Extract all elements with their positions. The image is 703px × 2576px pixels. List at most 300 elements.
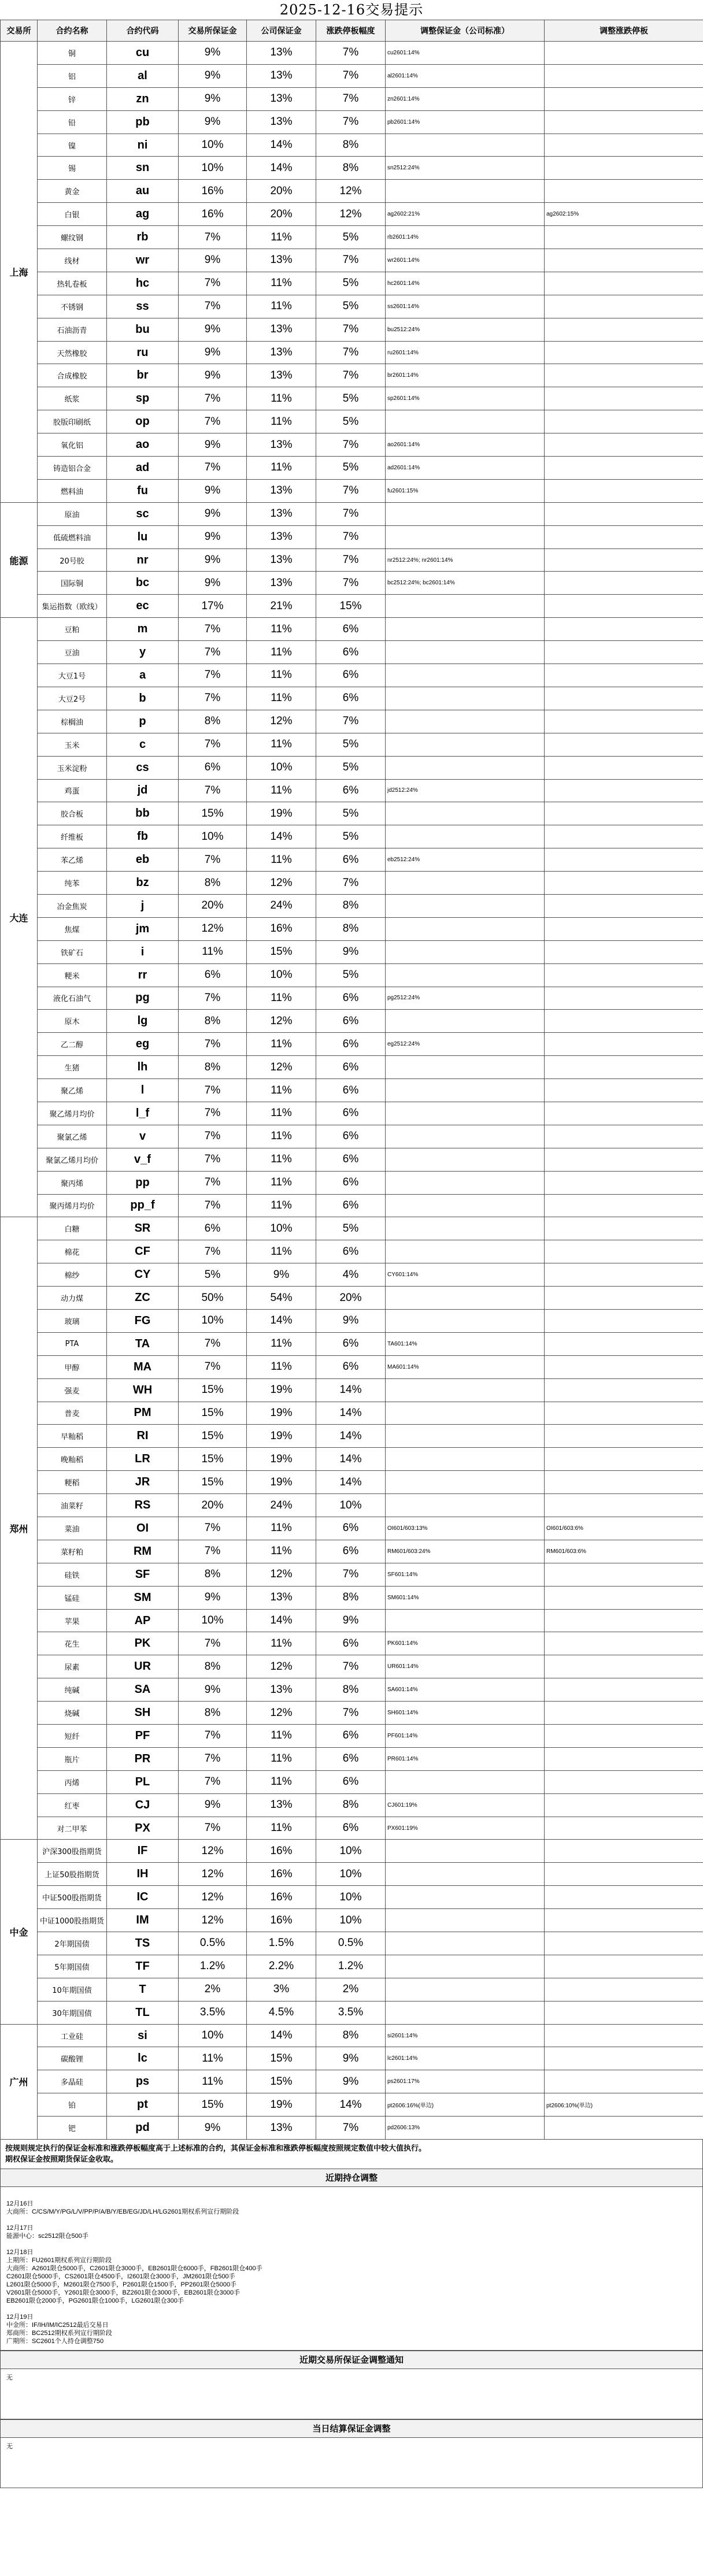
table-row [1,457,703,480]
header-adjusted-margin: 调整保证金（公司标准） [386,20,545,42]
price-limit-cell: 8% [316,917,386,940]
adjusted-margin-cell: RM601/603:24% [386,1540,545,1563]
price-limit-cell: 12% [316,203,386,226]
price-limit-cell: 7% [316,548,386,572]
contract-name-cell: 铸造铝合金 [38,457,107,480]
exchange-cell: 大连 [1,618,38,1217]
company-margin-cell: 12% [247,1056,316,1079]
price-limit-cell: 10% [316,1909,386,1932]
contract-code-cell: i [107,940,179,963]
contract-name-cell: 玉米淀粉 [38,756,107,779]
adjusted-limit-cell [545,1332,703,1355]
adjusted-limit-cell [545,1770,703,1793]
adjusted-margin-cell [386,1448,545,1471]
company-margin-cell: 13% [247,2117,316,2140]
exchange-margin-cell: 9% [179,525,247,548]
adjusted-limit-cell [545,157,703,180]
company-margin-cell: 12% [247,1702,316,1725]
company-margin-cell: 4.5% [247,2001,316,2024]
table-row [1,1448,703,1471]
company-margin-cell: 11% [247,1725,316,1748]
exchange-margin-cell: 7% [179,1079,247,1102]
company-margin-cell: 10% [247,963,316,987]
notice-line [6,2216,697,2224]
adjusted-limit-cell [545,272,703,295]
adjusted-margin-cell: sn2512:24% [386,157,545,180]
adjusted-margin-cell [386,1494,545,1517]
adjusted-limit-cell [545,595,703,618]
adjusted-limit-cell [545,1287,703,1310]
adjusted-margin-cell: PK601:14% [386,1632,545,1655]
contract-code-cell: hc [107,272,179,295]
price-limit-cell: 5% [316,802,386,825]
table-row [1,1678,703,1702]
company-margin-cell: 13% [247,1793,316,1817]
adjusted-limit-cell [545,1563,703,1586]
contract-code-cell: rb [107,226,179,249]
price-limit-cell: 5% [316,733,386,756]
settlement-section-title: 当日结算保证金调整 [0,2419,703,2438]
contract-code-cell: RM [107,1540,179,1563]
exchange-margin-cell: 20% [179,1494,247,1517]
contract-name-cell: 多晶硅 [38,2070,107,2093]
settlement-text: 无 [6,2443,13,2451]
adjusted-margin-cell: nr2512:24%; nr2601:14% [386,548,545,572]
company-margin-cell: 13% [247,572,316,595]
contract-code-cell: bu [107,318,179,341]
table-row [1,595,703,618]
exchange-margin-cell: 10% [179,2024,247,2047]
contract-code-cell: br [107,364,179,387]
adjusted-margin-cell [386,1402,545,1425]
table-row [1,410,703,433]
price-limit-cell: 5% [316,295,386,318]
adjusted-margin-cell [386,733,545,756]
exchange-margin-cell: 8% [179,1056,247,1079]
contract-name-cell: 短纤 [38,1725,107,1748]
adjusted-limit-cell [545,1263,703,1287]
company-margin-cell: 11% [247,641,316,664]
exchange-cell: 郑州 [1,1217,38,1840]
table-row [1,1309,703,1332]
exchange-margin-cell: 11% [179,940,247,963]
price-limit-cell: 2% [316,1978,386,2001]
contract-code-cell: ss [107,295,179,318]
exchange-margin-cell: 8% [179,1010,247,1033]
exchange-margin-cell: 9% [179,2117,247,2140]
contract-code-cell: ps [107,2070,179,2093]
exchange-margin-cell: 9% [179,572,247,595]
contract-code-cell: TF [107,1955,179,1978]
table-row [1,1932,703,1955]
adjusted-limit-cell [545,1725,703,1748]
price-limit-cell: 6% [316,1517,386,1540]
contract-name-cell: 原木 [38,1010,107,1033]
contract-code-cell: PF [107,1725,179,1748]
price-limit-cell: 5% [316,410,386,433]
company-margin-cell: 20% [247,203,316,226]
table-row [1,1517,703,1540]
adjusted-margin-cell: PR601:14% [386,1747,545,1770]
adjusted-margin-cell: SF601:14% [386,1563,545,1586]
adjusted-margin-cell [386,1840,545,1863]
exchange-margin-cell: 7% [179,1770,247,1793]
adjusted-limit-cell [545,42,703,65]
adjusted-margin-cell: br2601:14% [386,364,545,387]
contract-name-cell: 棕榈油 [38,710,107,733]
adjusted-limit-cell [545,894,703,917]
contract-name-cell: 铜 [38,42,107,65]
exchange-margin-cell: 9% [179,87,247,110]
table-row [1,802,703,825]
margin-table [0,20,703,2140]
company-margin-cell: 24% [247,1494,316,1517]
adjusted-limit-cell [545,1425,703,1448]
adjusted-limit-cell [545,2117,703,2140]
company-margin-cell: 21% [247,595,316,618]
company-margin-cell: 9% [247,1263,316,1287]
price-limit-cell: 6% [316,1010,386,1033]
adjusted-limit-cell [545,479,703,502]
company-margin-cell: 20% [247,180,316,203]
exchange-margin-cell: 10% [179,1609,247,1632]
company-margin-cell: 11% [247,1747,316,1770]
contract-code-cell: ao [107,433,179,457]
exchange-margin-cell: 9% [179,1586,247,1609]
contract-name-cell: 胶合板 [38,802,107,825]
company-margin-cell: 15% [247,2047,316,2070]
contract-name-cell: 油菜籽 [38,1494,107,1517]
price-limit-cell: 6% [316,848,386,872]
company-margin-cell: 54% [247,1287,316,1310]
contract-code-cell: SR [107,1217,179,1240]
adjusted-limit-cell [545,1010,703,1033]
company-margin-cell: 11% [247,1194,316,1217]
company-margin-cell: 11% [247,1171,316,1194]
contract-name-cell: 冶金焦炭 [38,894,107,917]
adjusted-margin-cell [386,1217,545,1240]
adjusted-limit-cell [545,1194,703,1217]
exchange-margin-cell: 6% [179,756,247,779]
adjusted-limit-cell [545,1655,703,1678]
table-row [1,1609,703,1632]
exchange-margin-cell: 9% [179,364,247,387]
exchange-margin-cell: 7% [179,1102,247,1125]
adjusted-margin-cell [386,525,545,548]
table-row [1,940,703,963]
contract-name-cell: 碳酸锂 [38,2047,107,2070]
adjusted-limit-cell [545,1148,703,1171]
adjusted-margin-cell [386,1609,545,1632]
table-row [1,2047,703,2070]
table-row [1,226,703,249]
exchange-margin-cell: 8% [179,1563,247,1586]
contract-code-cell: SH [107,1702,179,1725]
notice-line: EB2601限仓2000手，PG2601限仓1000手，LG2601限仓300手 [6,2297,184,2305]
exchange-margin-cell: 7% [179,1517,247,1540]
adjusted-limit-cell [545,1355,703,1378]
exchange-margin-cell: 12% [179,1840,247,1863]
notice-line: 大商所：C/CS/M/Y/PG/L/V/PP/P/A/B/Y/EB/EG/JD/LH/LG2601期权系列宣行期阶段 [6,2208,239,2216]
exchange-margin-cell: 9% [179,502,247,525]
adjusted-margin-cell [386,1056,545,1079]
adjusted-margin-cell: CJ601:19% [386,1793,545,1817]
company-margin-cell: 13% [247,502,316,525]
price-limit-cell: 15% [316,595,386,618]
adjusted-margin-cell: hc2601:14% [386,272,545,295]
adjusted-limit-cell [545,1793,703,1817]
contract-name-cell: 上证50股指期货 [38,1863,107,1886]
exchange-margin-cell: 7% [179,641,247,664]
contract-code-cell: RI [107,1425,179,1448]
contract-code-cell: bb [107,802,179,825]
exchange-margin-cell: 15% [179,1402,247,1425]
contract-code-cell: l_f [107,1102,179,1125]
adjusted-limit-cell [545,618,703,641]
adjusted-margin-cell [386,664,545,687]
price-limit-cell: 7% [316,364,386,387]
price-limit-cell: 6% [316,1125,386,1148]
table-row [1,502,703,525]
adjusted-limit-cell [545,2070,703,2093]
table-row [1,548,703,572]
exchange-margin-cell: 0.5% [179,1932,247,1955]
price-limit-cell: 5% [316,963,386,987]
contract-name-cell: 大豆2号 [38,687,107,710]
exchange-margin-cell: 7% [179,295,247,318]
company-margin-cell: 13% [247,318,316,341]
adjusted-margin-cell: lc2601:14% [386,2047,545,2070]
price-limit-cell: 20% [316,1287,386,1310]
price-limit-cell: 4% [316,1263,386,1287]
footnote-line: 期权保证金按照期货保证金收取。 [5,2155,119,2164]
contract-code-cell: fb [107,825,179,848]
company-margin-cell: 14% [247,1609,316,1632]
header-adjusted-limit: 调整涨跌停板 [545,20,703,42]
exchange-cell: 广州 [1,2024,38,2139]
price-limit-cell: 5% [316,387,386,410]
contract-name-cell: 集运指数（欧线） [38,595,107,618]
adjusted-margin-cell [386,1240,545,1263]
contract-name-cell: 30年期国债 [38,2001,107,2024]
contract-name-cell: 晚籼稻 [38,1448,107,1471]
price-limit-cell: 14% [316,1425,386,1448]
contract-name-cell: 氧化铝 [38,433,107,457]
exchange-margin-cell: 12% [179,1863,247,1886]
adjusted-margin-cell [386,756,545,779]
adjusted-margin-cell [386,1425,545,1448]
positions-section-title: 近期持仓调整 [0,2169,703,2187]
contract-code-cell: ag [107,203,179,226]
adjusted-margin-cell: wr2601:14% [386,249,545,272]
contract-code-cell: v [107,1125,179,1148]
company-margin-cell: 11% [247,618,316,641]
company-margin-cell: 11% [247,1817,316,1840]
company-margin-cell: 15% [247,2070,316,2093]
notice-line: 12月19日 [6,2314,34,2321]
adjusted-margin-cell [386,1102,545,1125]
adjusted-margin-cell: bc2512:24%; bc2601:14% [386,572,545,595]
adjusted-margin-cell [386,963,545,987]
contract-name-cell: 大豆1号 [38,664,107,687]
adjusted-margin-cell: sp2601:14% [386,387,545,410]
company-margin-cell: 13% [247,548,316,572]
adjusted-margin-cell [386,1309,545,1332]
contract-code-cell: nr [107,548,179,572]
adjusted-limit-cell [545,1494,703,1517]
company-margin-cell: 11% [247,1540,316,1563]
page-title: 2025-12-16交易提示 [279,2,424,18]
contract-name-cell: PTA [38,1332,107,1355]
company-margin-cell: 14% [247,2024,316,2047]
table-row [1,664,703,687]
exchange-margin-cell: 8% [179,872,247,895]
adjusted-limit-cell [545,410,703,433]
adjusted-margin-cell [386,1378,545,1402]
company-margin-cell: 11% [247,387,316,410]
adjusted-limit-cell [545,387,703,410]
price-limit-cell: 7% [316,42,386,65]
exchange-margin-cell: 7% [179,1033,247,1056]
contract-name-cell: 丙烯 [38,1770,107,1793]
table-row [1,157,703,180]
price-limit-cell: 5% [316,756,386,779]
table-row [1,1955,703,1978]
price-limit-cell: 6% [316,1770,386,1793]
adjusted-limit-cell [545,1609,703,1632]
notice-line: 大商所：A2601限仓5000手，C2601限仓3000手，EB2601限仓6000手，FB2601限仓400手 [6,2265,262,2273]
exchange-margin-cell: 12% [179,1886,247,1909]
price-limit-cell: 8% [316,134,386,157]
footnote [0,2140,703,2169]
header-company-margin: 公司保证金 [247,20,316,42]
table-row [1,1194,703,1217]
contract-name-cell: 热轧卷板 [38,272,107,295]
header-contract-name: 合约名称 [38,20,107,42]
exchange-margin-cell: 7% [179,1725,247,1748]
price-limit-cell: 14% [316,1448,386,1471]
price-limit-cell: 8% [316,1586,386,1609]
adjusted-margin-cell: SM601:14% [386,1586,545,1609]
exchange-margin-cell: 7% [179,1540,247,1563]
price-limit-cell: 3.5% [316,2001,386,2024]
table-row [1,1355,703,1378]
adjusted-margin-cell [386,1010,545,1033]
adjusted-margin-cell: ao2601:14% [386,433,545,457]
company-margin-cell: 11% [247,1125,316,1148]
adjusted-limit-cell [545,1102,703,1125]
contract-code-cell: jd [107,779,179,802]
exchange-margin-cell: 9% [179,433,247,457]
exchange-margin-cell: 12% [179,1909,247,1932]
contract-name-cell: 菜油 [38,1517,107,1540]
contract-code-cell: au [107,180,179,203]
table-row [1,963,703,987]
table-row [1,572,703,595]
adjusted-limit-cell: ag2602:15% [545,203,703,226]
adjusted-margin-cell [386,1125,545,1148]
exchange-margin-cell: 15% [179,1471,247,1494]
contract-code-cell: cs [107,756,179,779]
price-limit-cell: 6% [316,1148,386,1171]
price-limit-cell: 7% [316,710,386,733]
company-margin-cell: 19% [247,802,316,825]
adjusted-limit-cell [545,1240,703,1263]
table-row [1,2001,703,2024]
adjusted-limit-cell [545,1378,703,1402]
contract-code-cell: sc [107,502,179,525]
contract-code-cell: PX [107,1817,179,1840]
adjusted-margin-cell [386,1909,545,1932]
adjusted-margin-cell: PF601:14% [386,1725,545,1748]
table-row [1,618,703,641]
company-margin-cell: 13% [247,1586,316,1609]
table-row [1,87,703,110]
exchange-margin-cell: 50% [179,1287,247,1310]
adjusted-margin-cell [386,1770,545,1793]
adjusted-margin-cell [386,1148,545,1171]
table-row [1,1978,703,2001]
exchange-margin-cell: 10% [179,134,247,157]
contract-code-cell: T [107,1978,179,2001]
contract-name-cell: 对二甲苯 [38,1817,107,1840]
adjusted-limit-cell [545,110,703,134]
adjusted-margin-cell: pt2606:16%(单边) [386,2093,545,2117]
contract-code-cell: SM [107,1586,179,1609]
company-margin-cell: 11% [247,226,316,249]
table-row [1,1378,703,1402]
exchange-margin-cell: 7% [179,687,247,710]
exchange-margin-cell: 7% [179,848,247,872]
contract-code-cell: op [107,410,179,433]
table-row [1,825,703,848]
contract-name-cell: 低硫燃料油 [38,525,107,548]
table-header-row [1,20,703,42]
contract-code-cell: JR [107,1471,179,1494]
notice-line: 12月17日 [6,2225,34,2232]
company-margin-cell: 14% [247,825,316,848]
contract-name-cell: 硅铁 [38,1563,107,1586]
contract-code-cell: LR [107,1448,179,1471]
adjusted-margin-cell [386,1194,545,1217]
price-limit-cell: 14% [316,1402,386,1425]
adjusted-margin-cell [386,1932,545,1955]
contract-code-cell: IM [107,1909,179,1932]
company-margin-cell: 13% [247,433,316,457]
adjusted-margin-cell: ad2601:14% [386,457,545,480]
contract-name-cell: 20号胶 [38,548,107,572]
notice-line: 中金所：IF/IH/IM/IC2512最后交易日 [6,2322,109,2329]
contract-name-cell: 线材 [38,249,107,272]
company-margin-cell: 3% [247,1978,316,2001]
price-limit-cell: 5% [316,226,386,249]
adjusted-limit-cell [545,1932,703,1955]
adjusted-limit-cell [545,1978,703,2001]
contract-code-cell: SF [107,1563,179,1586]
company-margin-cell: 13% [247,249,316,272]
adjusted-margin-cell [386,1955,545,1978]
header-price-limit: 涨跌停板幅度 [316,20,386,42]
adjusted-margin-cell: SA601:14% [386,1678,545,1702]
table-row [1,756,703,779]
notice-line: 能源中心：sc2512限仓500手 [6,2233,88,2240]
contract-name-cell: 动力煤 [38,1287,107,1310]
contract-code-cell: WH [107,1378,179,1402]
price-limit-cell: 7% [316,2117,386,2140]
contract-code-cell: j [107,894,179,917]
adjusted-limit-cell [545,341,703,364]
adjusted-margin-cell: eb2512:24% [386,848,545,872]
